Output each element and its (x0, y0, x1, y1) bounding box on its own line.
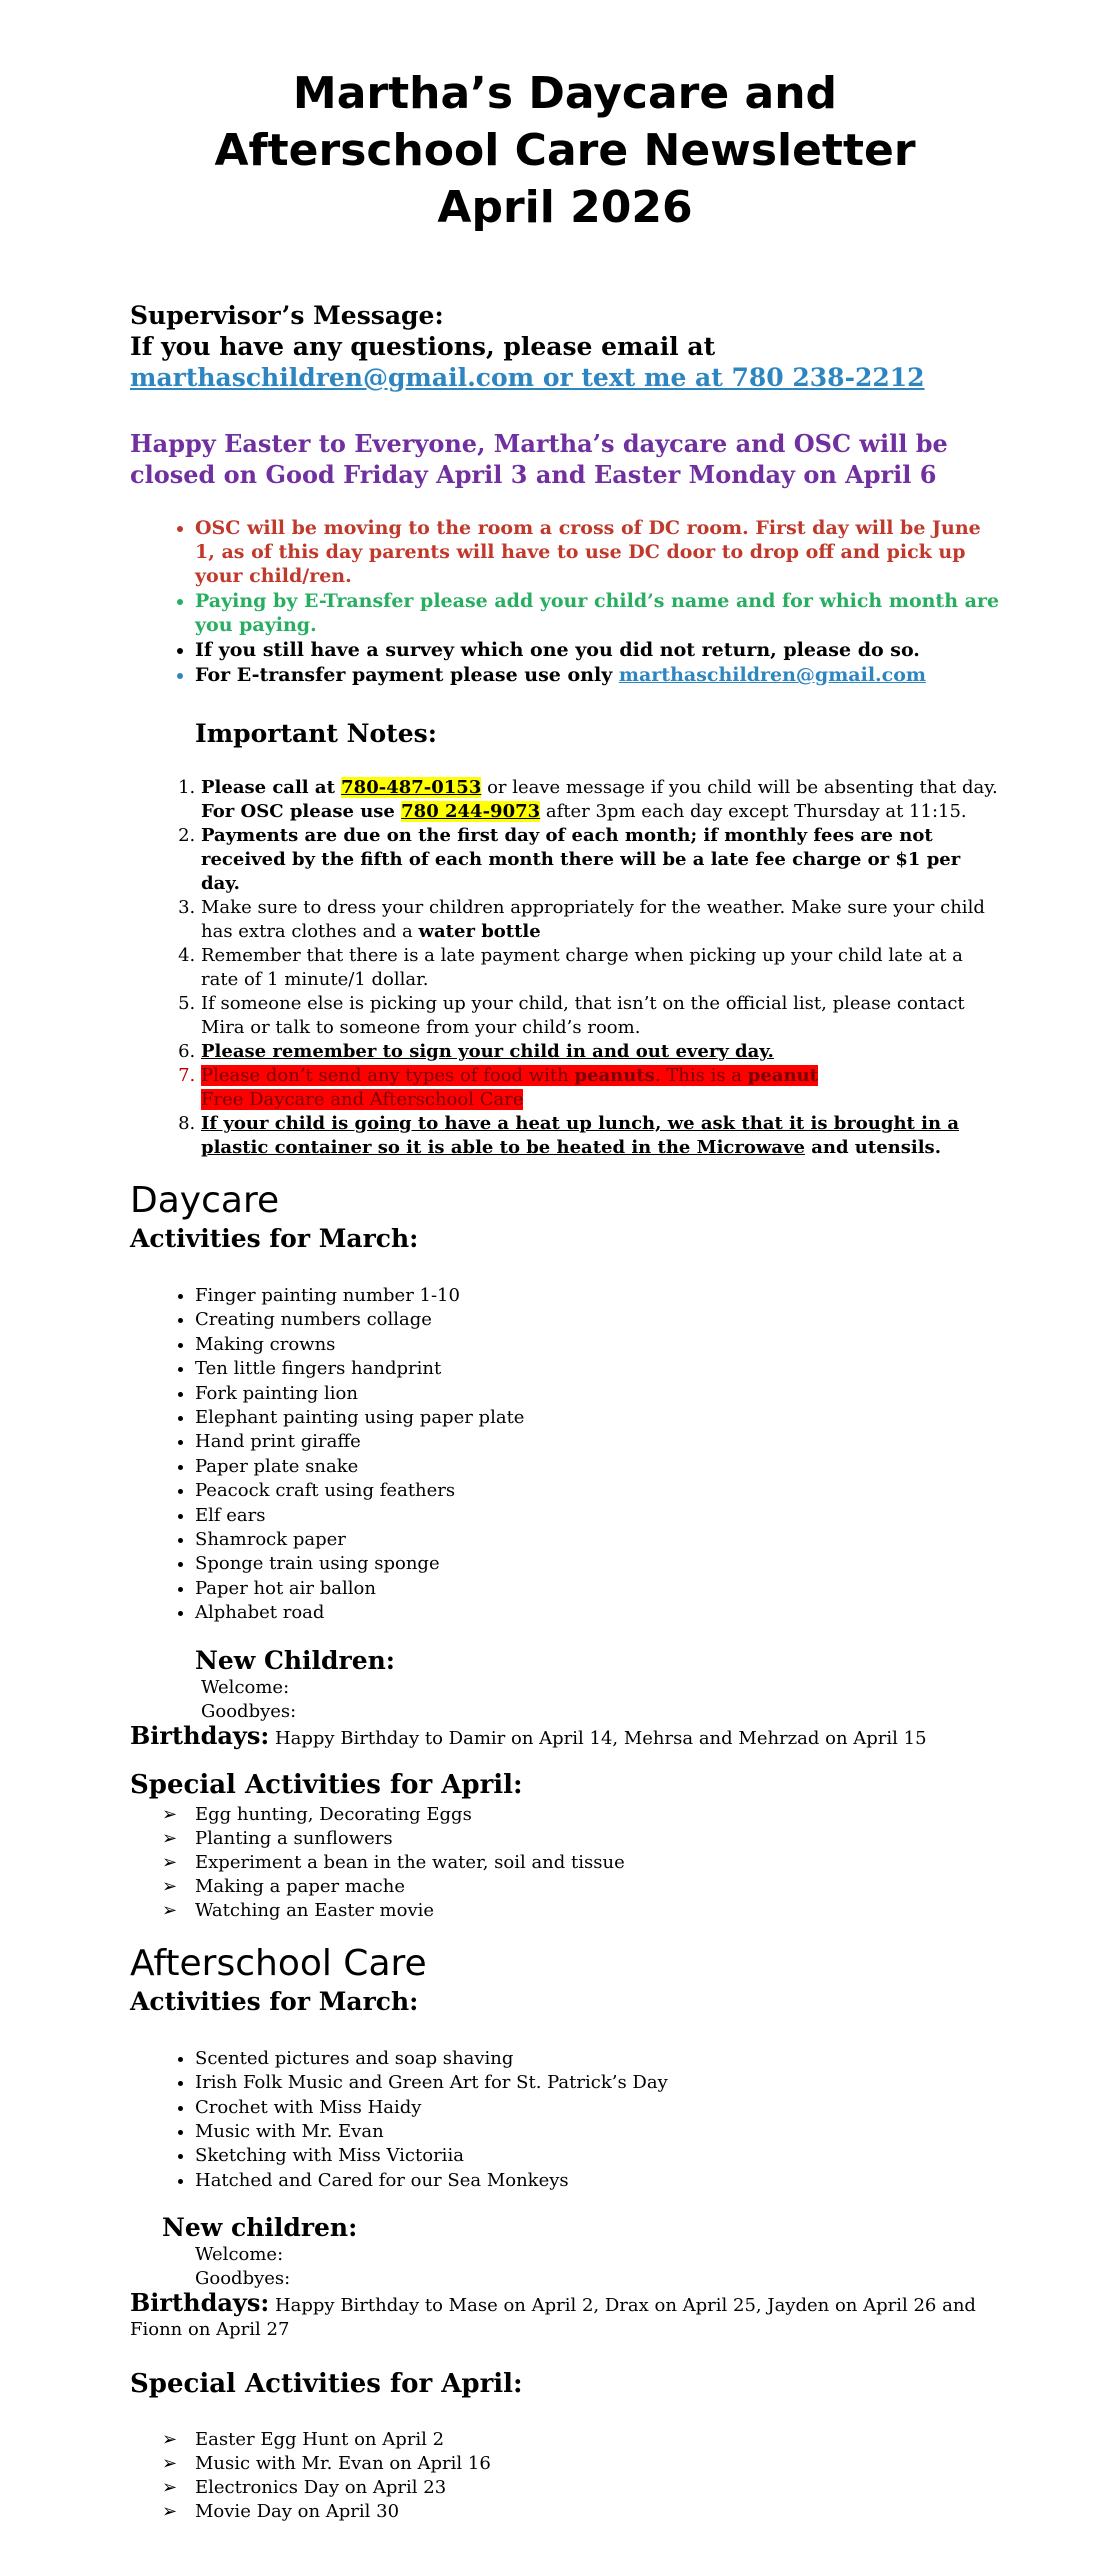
supervisor-heading: Supervisor’s Message: (130, 301, 444, 330)
daycare-birthdays (130, 1720, 1000, 1751)
daycare-special-list (130, 1803, 1000, 1923)
newsletter-title (130, 65, 1000, 236)
list-item: • Finger painting number 1-10 (195, 1284, 1000, 1308)
list-item: ➢ Planting a sunflowers (162, 1827, 1000, 1851)
list-item: • Elephant painting using paper plate (195, 1406, 1000, 1430)
osc-birthdays-label: Birthdays: (130, 2288, 270, 2318)
note-5: 5. If someone else is picking up your child, that isn’t on the official list, please contact Mira or talk to someone from your child’s room. (201, 992, 1000, 1040)
list-item: • Fork painting lion (195, 1382, 1000, 1406)
list-item: • Sponge train using sponge (195, 1552, 1000, 1576)
list-item: • Music with Mr. Evan (195, 2120, 1000, 2144)
osc-heading: Afterschool Care (130, 1942, 427, 1984)
note-2-text: Payments are due on the first day of each month; if monthly fees are not received by the fifth of each month there will be a late fee charge or $1 per day. (201, 825, 961, 894)
list-item: • Hatched and Cared for our Sea Monkeys (195, 2169, 1000, 2193)
list-item: • Irish Folk Music and Green Art for St. Patrick’s Day (195, 2071, 1000, 2095)
note-6-text: Please remember to sign your child in and out every day. (201, 1041, 774, 1062)
list-item: • Paper hot air ballon (195, 1577, 1000, 1601)
title-line-2: Afterschool Care Newsletter (214, 125, 916, 176)
osc-special-list (130, 2428, 1000, 2524)
note-3b: water bottle (418, 921, 541, 942)
etransfer-name-note: • Paying by E-Transfer please add your child’s name and for which month are you paying. (195, 589, 1000, 637)
note-1d: after 3pm each day except Thursday at 11:15. (540, 801, 967, 822)
list-item: • Making crowns (195, 1333, 1000, 1357)
note-7b: peanuts (574, 1065, 655, 1086)
osc-activities-heading: Activities for March: (130, 1986, 419, 2016)
easter-message: Happy Easter to Everyone, Martha’s daycare and OSC will be closed on Good Friday April 3 and Easter Monday on April 6 (130, 429, 948, 489)
list-item: ➢ Experiment a bean in the water, soil and tissue (162, 1851, 1000, 1875)
list-item: • Paper plate snake (195, 1455, 1000, 1479)
list-item: ➢ Egg hunting, Decorating Eggs (162, 1803, 1000, 1827)
newsletter-page (130, 0, 1000, 2524)
daycare-special-heading: Special Activities for April: (130, 1769, 523, 1800)
list-item: ➢ Easter Egg Hunt on April 2 (162, 2428, 1000, 2452)
list-item: • Shamrock paper (195, 1528, 1000, 1552)
note-8a: If your child is going to have a heat up lunch, we ask that it is brought in a plastic container so it is able to be heated in the Microwave (201, 1113, 959, 1158)
note-1c: For OSC please use (201, 801, 402, 822)
survey-note: • If you still have a survey which one you did not return, please do so. (195, 638, 1000, 662)
list-item: • Scented pictures and soap shaving (195, 2047, 1000, 2071)
daycare-activities-heading: Activities for March: (130, 1224, 419, 1253)
note-7c: . This is a (654, 1065, 748, 1086)
list-item: • Hand print giraffe (195, 1430, 1000, 1454)
title-line-3: April 2026 (437, 182, 693, 233)
daycare-goodbyes: Goodbyes: (201, 1700, 297, 1722)
note-3 (201, 896, 1000, 944)
note-8 (201, 1112, 1000, 1160)
daycare-welcome: Welcome: (201, 1676, 290, 1698)
note-7 (201, 1064, 1000, 1112)
daycare-birthdays-label: Birthdays: (130, 1720, 270, 1750)
announcement-list (130, 516, 1000, 687)
supervisor-message (130, 300, 1000, 393)
etransfer-only-text: For E-transfer payment please use only (195, 664, 619, 686)
important-notes-heading: Important Notes: (195, 719, 437, 748)
note-2 (201, 824, 1000, 896)
osc-activities-list (130, 2047, 1000, 2193)
note-7d: peanut (747, 1065, 818, 1086)
supervisor-line: If you have any questions, please email at (130, 332, 716, 361)
osc-welcome: Welcome: (195, 2244, 284, 2266)
osc-phone[interactable]: 780 244-9073 (401, 801, 541, 822)
etransfer-email-link[interactable]: marthaschildren@gmail.com (618, 664, 927, 686)
note-1a: Please call at (201, 777, 342, 798)
osc-new-children-heading: New children: (162, 2213, 358, 2243)
note-7a: Please don’t send any types of food with (201, 1065, 575, 1086)
osc-goodbyes: Goodbyes: (195, 2268, 291, 2290)
list-item: • Ten little fingers handprint (195, 1357, 1000, 1381)
note-7e: Free Daycare and Afterschool Care (201, 1089, 524, 1110)
list-item: ➢ Making a paper mache (162, 1875, 1000, 1899)
daycare-birthdays-text: Happy Birthday to Damir on April 14, Mehrsa and Mehrzad on April 15 (269, 1727, 927, 1749)
note-6 (201, 1040, 1000, 1064)
note-4: 4. Remember that there is a late payment charge when picking up your child late at a rate of 1 minute/1 dollar. (201, 944, 1000, 992)
list-item: • Alphabet road (195, 1601, 1000, 1625)
note-8b: and utensils. (804, 1137, 941, 1158)
note-1b: or leave message if you child will be absenting that day. (481, 777, 998, 798)
list-item: • Crochet with Miss Haidy (195, 2096, 1000, 2120)
list-item: • Elf ears (195, 1504, 1000, 1528)
osc-birthdays-text: Happy Birthday to Mase on April 2, Drax on April 25, Jayden on April 26 and Fionn on April 27 (130, 2295, 976, 2341)
daycare-heading: Daycare (130, 1180, 280, 1221)
list-item: • Peacock craft using feathers (195, 1479, 1000, 1503)
note-3a: Make sure to dress your children appropriately for the weather. Make sure your child has extra clothes and a (201, 897, 985, 942)
daycare-phone[interactable]: 780-487-0153 (341, 777, 482, 798)
list-item: ➢ Music with Mr. Evan on April 16 (162, 2452, 1000, 2476)
list-item: • Sketching with Miss Victoriia (195, 2144, 1000, 2168)
title-line-1: Martha’s Daycare and (292, 68, 838, 119)
supervisor-contact-link[interactable]: marthaschildren@gmail.com or text me at 780 238-2212 (130, 363, 925, 392)
list-item: • Creating numbers collage (195, 1308, 1000, 1332)
list-item: ➢ Electronics Day on April 23 (162, 2476, 1000, 2500)
note-1 (201, 776, 1000, 824)
osc-special-heading: Special Activities for April: (130, 2369, 523, 2400)
daycare-new-children-heading: New Children: (195, 1645, 396, 1675)
list-item: ➢ Movie Day on April 30 (162, 2500, 1000, 2524)
note-7-highlight (201, 1065, 818, 1086)
daycare-activities-list (130, 1284, 1000, 1626)
etransfer-only-note (195, 663, 1000, 687)
important-notes-list (130, 776, 1000, 1160)
osc-move-note: • OSC will be moving to the room a cross of DC room. First day will be June 1, as of this day parents will have to use DC door to drop off and pick up your child/ren. (195, 516, 1000, 588)
osc-birthdays (130, 2288, 1000, 2342)
list-item: ➢ Watching an Easter movie (162, 1899, 1000, 1923)
